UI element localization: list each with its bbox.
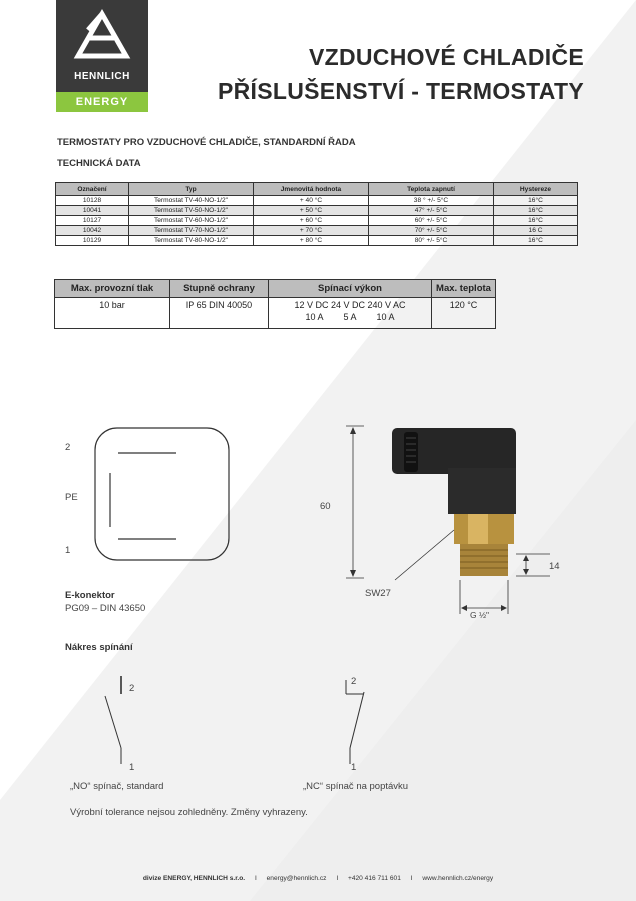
cell: + 60 °C — [254, 216, 369, 226]
col-header: Typ — [129, 183, 254, 196]
cell: Termostat TV-60-NO-1/2" — [129, 216, 254, 226]
col-header: Jmenovitá hodnota — [254, 183, 369, 196]
cell: 80° +/- 5°C — [369, 236, 494, 246]
cell: 70° +/- 5°C — [369, 226, 494, 236]
cell: + 70 °C — [254, 226, 369, 236]
footer-email[interactable]: energy@hennlich.cz — [266, 875, 327, 882]
no-switch-diagram — [95, 672, 155, 772]
table-row — [56, 216, 578, 226]
wrench-size-label: SW27 — [365, 588, 391, 599]
footer-phone: +420 416 711 601 — [348, 875, 401, 882]
cell: 10041 — [56, 206, 129, 216]
col-header: Spínací výkon — [269, 280, 432, 298]
spec-table-header — [56, 183, 578, 196]
cell: 10127 — [56, 216, 129, 226]
no-switch-bottom-label: 1 — [129, 762, 135, 773]
cell: 16°C — [494, 236, 578, 246]
col-header: Označení — [56, 183, 129, 196]
spec-table — [55, 182, 578, 246]
thermostat-drawing — [320, 418, 560, 628]
table-row — [56, 196, 578, 206]
table-row — [56, 206, 578, 216]
connector-pin-2: 2 — [65, 442, 71, 453]
connector-label: E-konektor — [65, 590, 115, 601]
cell: 10128 — [56, 196, 129, 206]
footer-company: divize ENERGY, HENNLICH s.r.o. — [142, 875, 246, 882]
page-title-line2: PŘÍSLUŠENSTVÍ - TERMOSTATY — [217, 78, 584, 104]
footer-separator: I — [254, 875, 257, 882]
no-switch-top-label: 2 — [129, 683, 135, 694]
col-header: Stupně ochrany — [170, 280, 269, 298]
logo-mark-icon — [56, 0, 148, 70]
thread-length-dimension: 14 — [549, 561, 560, 572]
disclaimer: Výrobní tolerance nejsou zohledněny. Změny vyhrazeny. — [70, 807, 308, 818]
col-header: Max. provozní tlak — [55, 280, 170, 298]
cell: + 80 °C — [254, 236, 369, 246]
section-title: TERMOSTATY PRO VZDUCHOVÉ CHLADIČE, STANDARDNÍ ŘADA — [57, 137, 356, 148]
table-row — [56, 236, 578, 246]
cell: 16°C — [494, 196, 578, 206]
nc-switch-caption: „NC“ spínač na poptávku — [303, 781, 409, 792]
switching-voltage: 12 V DC 24 V DC 240 V AC — [294, 300, 406, 310]
thread-size-label: G ½" — [470, 610, 490, 620]
col-header: Teplota zapnutí — [369, 183, 494, 196]
cell: Termostat TV-40-NO-1/2" — [129, 196, 254, 206]
page-title-line1: VZDUCHOVÉ CHLADIČE — [308, 44, 584, 70]
cell: Termostat TV-80-NO-1/2" — [129, 236, 254, 246]
table-row — [55, 298, 496, 329]
switching-current: 10 A — [305, 312, 324, 322]
hennlich-logo — [56, 0, 148, 112]
footer-separator: I — [336, 875, 339, 882]
logo-division: ENERGY — [56, 92, 148, 112]
connector-pin-pe: PE — [65, 492, 78, 503]
switching-current: 5 A — [343, 312, 357, 322]
switching-diagram-title: Nákres spínání — [65, 642, 133, 653]
col-header: Max. teplota — [432, 280, 496, 298]
ratings-table — [54, 279, 496, 329]
footer-separator: I — [410, 875, 413, 882]
nc-switch-diagram — [330, 672, 390, 772]
logo-brand-name: HENNLICH — [74, 71, 130, 82]
switching-cell — [269, 298, 432, 329]
height-dimension: 60 — [320, 501, 331, 512]
cell: 60° +/- 5°C — [369, 216, 494, 226]
connector-standard: PG09 – DIN 43650 — [65, 603, 146, 614]
footer-web[interactable]: www.hennlich.cz/energy — [422, 875, 494, 882]
cell: 16 C — [494, 226, 578, 236]
no-switch-caption: „NO“ spínač, standard — [70, 781, 164, 792]
cell: + 50 °C — [254, 206, 369, 216]
cell: + 40 °C — [254, 196, 369, 206]
cell: Termostat TV-70-NO-1/2" — [129, 226, 254, 236]
cell: 10129 — [56, 236, 129, 246]
connector-pin-1: 1 — [65, 545, 71, 556]
cell: Termostat TV-50-NO-1/2" — [129, 206, 254, 216]
cell: 10042 — [56, 226, 129, 236]
cell: 38 ° +/- 5°C — [369, 196, 494, 206]
nc-switch-bottom-label: 1 — [351, 762, 357, 773]
pressure-cell: 10 bar — [55, 298, 170, 329]
footer — [0, 875, 636, 882]
tech-data-title: TECHNICKÁ DATA — [57, 158, 141, 169]
table-row — [56, 226, 578, 236]
connector-face-diagram — [94, 427, 234, 563]
cell: 47° +/- 5°C — [369, 206, 494, 216]
switching-current: 10 A — [376, 312, 395, 322]
protection-cell: IP 65 DIN 40050 — [170, 298, 269, 329]
max-temp-cell: 120 °C — [432, 298, 496, 329]
cell: 16°C — [494, 216, 578, 226]
col-header: Hystereze — [494, 183, 578, 196]
cell: 16°C — [494, 206, 578, 216]
nc-switch-top-label: 2 — [351, 676, 357, 687]
